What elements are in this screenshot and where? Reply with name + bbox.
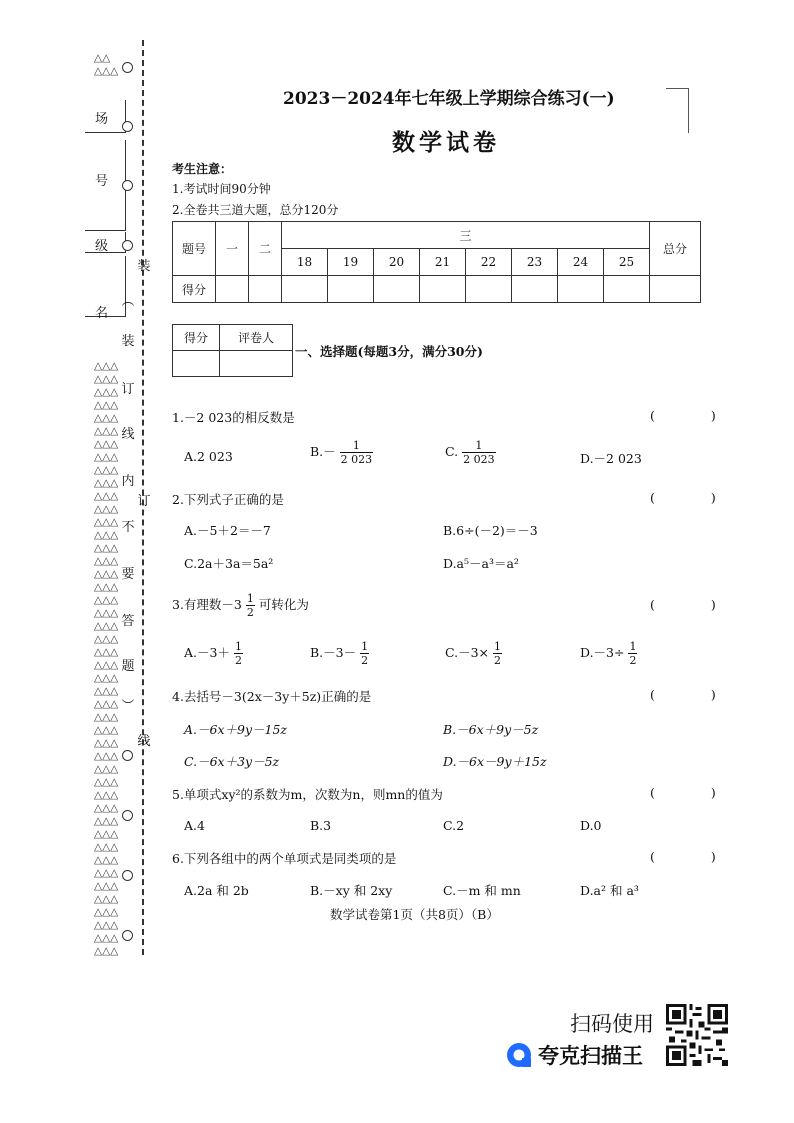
score-cell[interactable] <box>374 276 420 303</box>
row-label-score: 得分 <box>173 276 216 303</box>
q5-option-d[interactable]: D.0 <box>580 818 602 833</box>
question-6-stem: 6.下列各组中的两个单项式是同类项的是 <box>172 851 397 866</box>
q6-option-a[interactable]: A.2a 和 2b <box>184 883 249 898</box>
score-cell[interactable] <box>282 276 328 303</box>
fraction <box>462 439 496 466</box>
q2-option-d[interactable]: D.a⁵－a³＝a² <box>443 556 519 571</box>
header-part-2: 二 <box>249 222 282 276</box>
header-q25: 25 <box>604 249 650 276</box>
field-class: 级 <box>95 239 109 254</box>
score-cell[interactable] <box>420 276 466 303</box>
score-cell[interactable] <box>512 276 558 303</box>
binding-hole <box>122 240 133 251</box>
binding-hole <box>122 62 133 73</box>
q2-option-a[interactable]: A.－5＋2＝－7 <box>184 523 271 538</box>
option-prefix: D.－3÷ <box>580 645 625 660</box>
binding-text: 内 <box>121 474 135 489</box>
answer-bracket[interactable]: ( ) <box>650 687 742 702</box>
triangle-pattern-top: △△ △△△ <box>94 52 119 77</box>
fraction <box>246 592 255 619</box>
binding-text: 装 <box>137 259 151 274</box>
score-cell[interactable] <box>249 276 282 303</box>
score-cell[interactable] <box>216 276 249 303</box>
binding-text: 订 <box>121 382 135 397</box>
numerator: 1 <box>234 640 242 653</box>
numerator: 1 <box>340 439 374 453</box>
q1-option-d[interactable]: D.－2 023 <box>580 451 642 466</box>
numerator: 1 <box>629 640 637 653</box>
qr-code-icon[interactable] <box>666 1004 728 1066</box>
field-exam-room: 场 <box>95 112 109 127</box>
question-2-stem: 2.下列式子正确的是 <box>172 492 284 507</box>
binding-text: 题 <box>121 659 135 674</box>
answer-bracket[interactable]: ( ) <box>650 597 742 612</box>
q4-option-c[interactable]: C.－6x＋3y－5z <box>184 754 280 769</box>
field-name: 名 <box>95 306 109 321</box>
fraction <box>340 439 374 466</box>
binding-hole <box>122 930 133 941</box>
q5-option-a[interactable]: A.4 <box>184 818 205 833</box>
fraction <box>360 640 369 667</box>
binding-text: 不 <box>121 520 135 535</box>
header-q23: 23 <box>512 249 558 276</box>
q3-option-d[interactable] <box>580 640 637 667</box>
q3-option-b[interactable] <box>310 640 369 667</box>
binding-text: 线 <box>137 734 151 749</box>
binding-text: 要 <box>121 567 135 582</box>
question-1-stem: 1.－2 023的相反数是 <box>172 410 295 425</box>
binding-text: 装 <box>121 334 135 349</box>
q4-option-b[interactable]: B.－6x＋9y－5z <box>443 722 539 737</box>
denominator: 2 <box>494 654 502 667</box>
question-3-stem <box>172 592 309 619</box>
answer-bracket[interactable]: ( ) <box>650 408 742 423</box>
header-q22: 22 <box>466 249 512 276</box>
denominator: 2 023 <box>340 453 373 466</box>
scan-to-use-label: 扫码使用 <box>570 1012 654 1036</box>
binding-hole <box>122 121 133 132</box>
page-footer: 数学试卷第1页（共8页）（B） <box>330 907 499 922</box>
score-cell[interactable] <box>604 276 650 303</box>
q4-option-a[interactable]: A.－6x＋9y－15z <box>184 722 288 737</box>
option-prefix: B.－ <box>310 444 336 459</box>
option-prefix: A.－3＋ <box>184 645 230 660</box>
q2-option-c[interactable]: C.2a＋3a＝5a² <box>184 556 274 571</box>
numerator: 1 <box>246 592 254 605</box>
triangle-pattern: △△△ △△△ △△△ △△△ △△△ △△△ △△△ △△△ △△△ △△△ △△△ △△△ △△△ △△△ △△△ △△△ △△△ △△△ △△△ △△△ △△△ △△△ △△△ △△△ △△△ △△△ △△△ △△△ △△△ △△△ △△△ △△△ △△△ △△△ △△△ △△△ △△△ △△△ △△△ △△△ △△△ △△△ △△△ △△△ △△△ △△△ <box>94 360 119 957</box>
q1-option-a[interactable]: A.2 023 <box>184 449 233 464</box>
corner-mark <box>666 88 689 133</box>
q2-option-b[interactable]: B.6÷(－2)＝－3 <box>443 523 538 538</box>
denominator: 2 <box>246 606 254 619</box>
q4-option-d[interactable]: D.－6x－9y＋15z <box>443 754 547 769</box>
binding-hole <box>122 180 133 191</box>
subject-title: 数学试卷 <box>392 129 500 156</box>
q3-option-c[interactable] <box>445 640 502 667</box>
grading-score-label: 得分 <box>173 325 220 351</box>
brand-name: 夸克扫描王 <box>538 1044 643 1068</box>
score-cell[interactable] <box>328 276 374 303</box>
q6-option-d[interactable]: D.a² 和 a³ <box>580 883 639 898</box>
binding-text: 订 <box>137 494 151 509</box>
grading-grader-label: 评卷人 <box>220 325 293 351</box>
option-prefix: C. <box>445 444 459 459</box>
q5-option-c[interactable]: C.2 <box>443 818 465 833</box>
binding-text: ︵ <box>121 294 135 309</box>
note-time: 1.考试时间90分钟 <box>172 182 271 196</box>
header-part-3: 三 <box>282 222 650 249</box>
header-q24: 24 <box>558 249 604 276</box>
grading-table <box>172 324 293 377</box>
header-part-1: 一 <box>216 222 249 276</box>
answer-bracket[interactable]: ( ) <box>650 849 742 864</box>
note-score: 2.全卷共三道大题，总分120分 <box>172 203 339 217</box>
denominator: 2 023 <box>463 453 495 466</box>
binding-text: 答 <box>121 614 135 629</box>
binding-hole <box>122 750 133 761</box>
q6-option-c[interactable]: C.－m 和 mn <box>443 883 521 898</box>
fraction <box>493 640 502 667</box>
binding-text: 线 <box>121 427 135 442</box>
numerator: 1 <box>494 640 502 653</box>
grading-grader-cell[interactable] <box>220 351 293 377</box>
field-seat-number: 号 <box>95 174 109 189</box>
header-q20: 20 <box>374 249 420 276</box>
binding-hole <box>122 810 133 821</box>
binding-text: ︶ <box>121 699 135 714</box>
notes-title: 考生注意： <box>172 162 233 176</box>
answer-bracket[interactable]: ( ) <box>650 490 742 505</box>
section-title: 一、选择题(每题3分，满分30分) <box>295 344 483 359</box>
header-question-number: 题号 <box>173 222 216 276</box>
fraction <box>628 640 637 667</box>
denominator: 2 <box>629 654 637 667</box>
header-q19: 19 <box>328 249 374 276</box>
quark-logo-icon <box>505 1040 535 1070</box>
score-cell[interactable] <box>558 276 604 303</box>
binding-hole <box>122 870 133 881</box>
stem-text: 可转化为 <box>258 597 309 612</box>
header-total: 总分 <box>650 222 701 276</box>
score-cell[interactable] <box>466 276 512 303</box>
answer-bracket[interactable]: ( ) <box>650 785 742 800</box>
option-prefix: B.－3－ <box>310 645 357 660</box>
q1-option-b[interactable] <box>310 439 373 466</box>
question-5-stem: 5.单项式xy²的系数为m，次数为n，则mn的值为 <box>172 787 443 802</box>
score-table <box>172 221 701 303</box>
stem-text: 3.有理数－3 <box>172 597 242 612</box>
numerator: 1 <box>462 439 496 453</box>
q5-option-b[interactable]: B.3 <box>310 818 332 833</box>
numerator: 1 <box>361 640 369 653</box>
score-cell[interactable] <box>650 276 701 303</box>
header-q18: 18 <box>282 249 328 276</box>
page-title: 2023－2024年七年级上学期综合练习(一) <box>283 89 615 109</box>
option-prefix: C.－3× <box>445 645 490 660</box>
denominator: 2 <box>361 654 369 667</box>
denominator: 2 <box>234 654 242 667</box>
q1-option-c[interactable] <box>445 439 496 466</box>
grading-score-cell[interactable] <box>173 351 220 377</box>
header-q21: 21 <box>420 249 466 276</box>
q6-option-b[interactable]: B.－xy 和 2xy <box>310 883 393 898</box>
q3-option-a[interactable] <box>184 640 243 667</box>
fraction <box>234 640 243 667</box>
question-4-stem: 4.去括号－3(2x－3y＋5z)正确的是 <box>172 689 372 704</box>
